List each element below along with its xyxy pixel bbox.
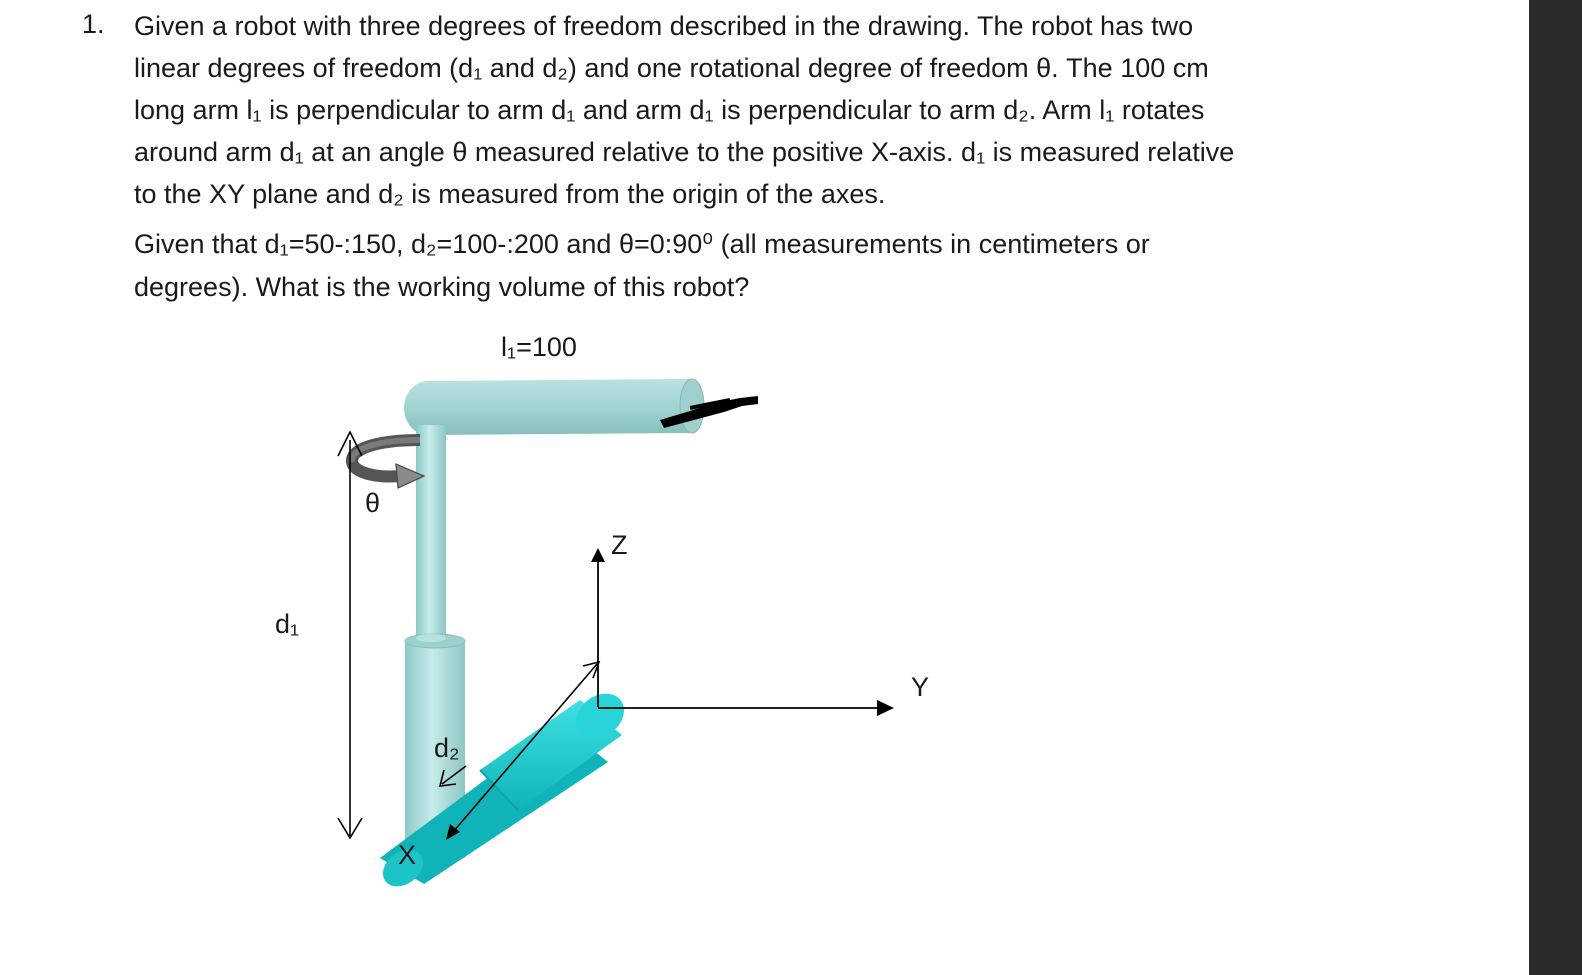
problem-number: 1. [82,9,105,39]
label-y-axis: Y [911,672,930,702]
label-d1: d₁ [275,609,300,639]
coordinate-axes [591,548,894,716]
scrollbar-track[interactable] [1529,0,1582,975]
problem-paragraph-1: Given a robot with three degrees of freedom described in the drawing. The robot has two linear degrees of freedom (d₁ and d₂) and one rotational degree of freedom θ. The 100 cm long arm l₁ is perpendicular to arm d₁ and arm d₁ is perpendicular to arm d₂. Arm l₁ rotates around arm d₁ at an angle θ measured relative to the positive X-axis. d₁ is measured relative to the XY plane and d₂ is measured from the origin of the axes. [134,11,1235,209]
arm-d1-upper [416,425,446,637]
d1-dimension-arrow [338,432,362,838]
label-z-axis: Z [611,530,628,560]
label-d2: d₂ [434,733,460,763]
label-x-axis: X [398,840,417,870]
label-l1: l₁=100 [501,332,577,362]
problem-paragraph-2: Given that d₁=50-:150, d₂=100-:200 and θ=0:90⁰ (all measurements in centimeters or degrees). What is the working volume of this robot? [134,229,1150,302]
rotation-arrow-icon [352,440,424,488]
label-theta: θ [365,488,381,518]
arm-l1 [404,379,704,435]
